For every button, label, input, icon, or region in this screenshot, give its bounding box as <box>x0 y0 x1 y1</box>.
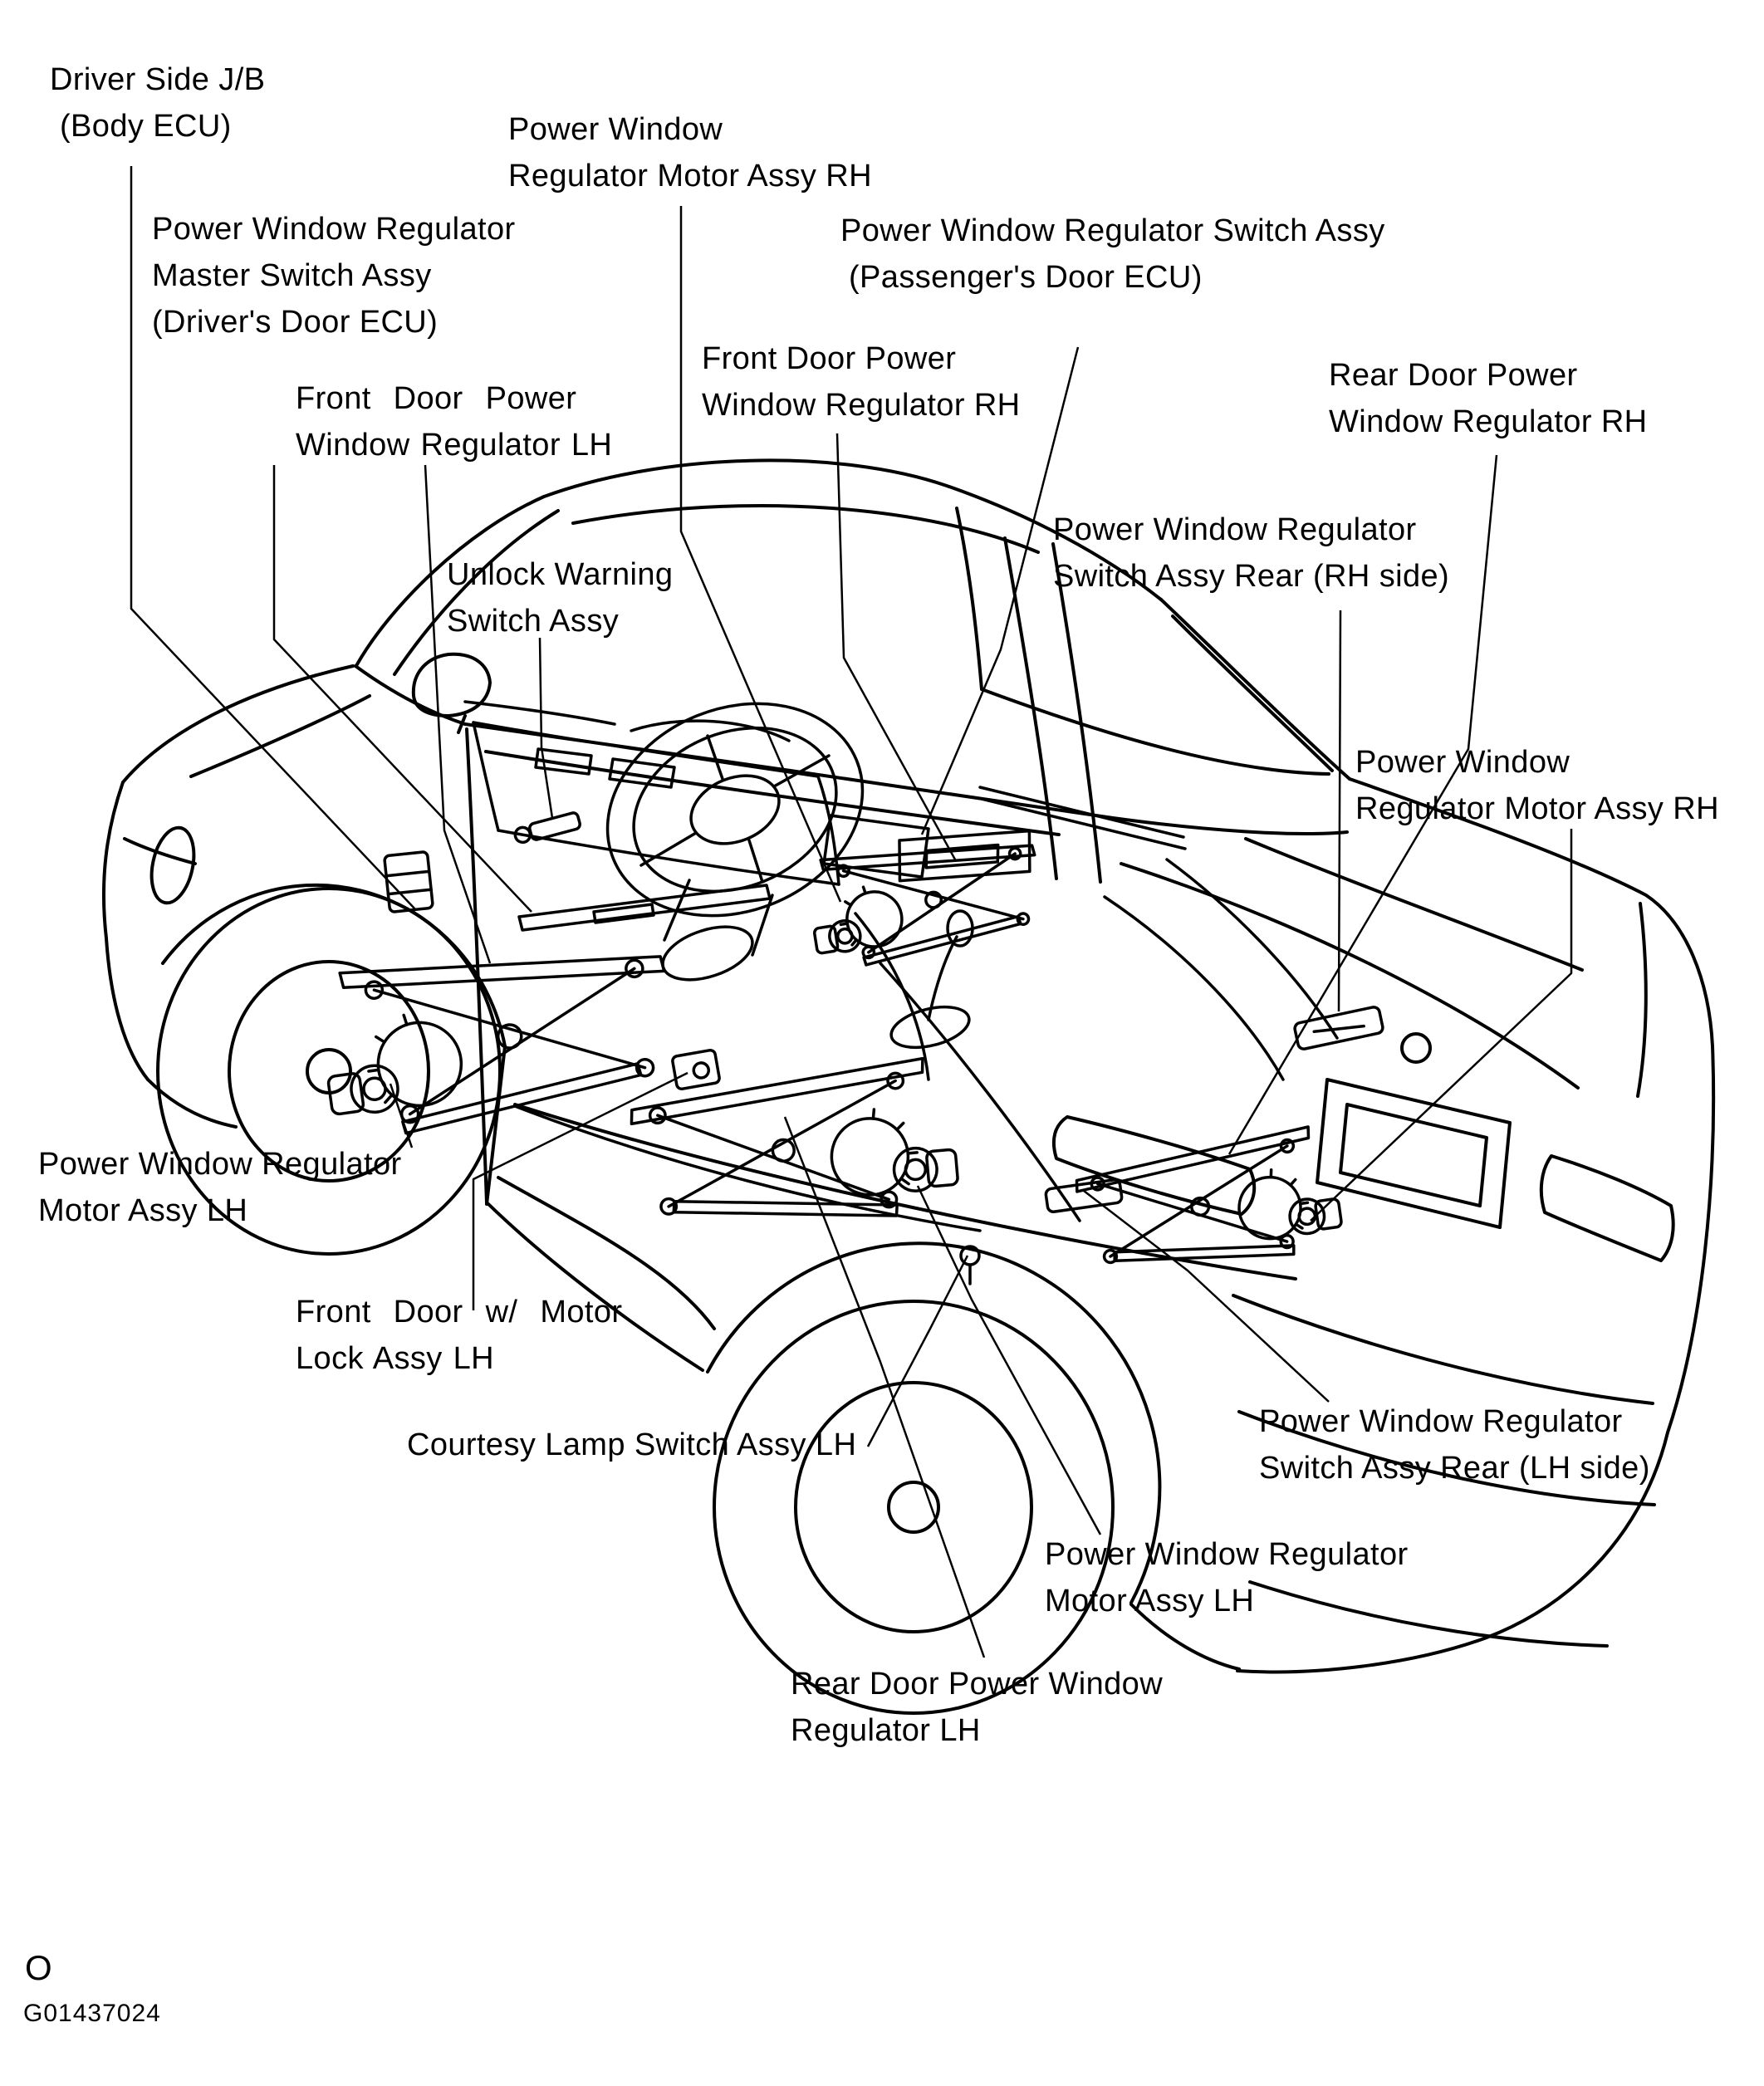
label-rear-door-lh <box>791 1661 1163 1754</box>
license-plate <box>1317 1080 1510 1227</box>
label-line: Front Door w/ Motor <box>296 1295 623 1329</box>
hood-cut-line <box>191 696 370 776</box>
label-line: Power Window Regulator <box>1259 1404 1623 1439</box>
label-line: Switch Assy Rear (LH side) <box>1259 1451 1650 1486</box>
leader-unlock-warning <box>540 638 552 818</box>
rear-switch-rh <box>1294 1006 1384 1050</box>
label-line: Window Regulator RH <box>1329 404 1648 439</box>
label-line: Window Regulator RH <box>702 388 1021 423</box>
tail-light-right <box>1541 1156 1673 1261</box>
label-pw-reg-motor-rh-right <box>1355 739 1719 832</box>
trunk-lid <box>1121 839 1646 1096</box>
label-master-switch <box>152 206 516 345</box>
label-front-door-rh <box>702 335 1021 428</box>
headlight <box>145 824 200 907</box>
label-line: Power Window <box>1355 745 1570 780</box>
label-pw-reg-motor-lh-bottom <box>1045 1531 1409 1624</box>
master-switch-assy <box>519 885 770 930</box>
leader-courtesy-lamp <box>868 1256 968 1447</box>
label-line: Motor Assy LH <box>38 1193 248 1228</box>
label-line: Power Window Regulator <box>1053 512 1417 547</box>
leader-motor-rh-right <box>1311 829 1571 1221</box>
figure-code: G01437024 <box>23 2000 161 2027</box>
label-line: Motor Assy LH <box>1045 1584 1255 1618</box>
label-line: (Passenger's Door ECU) <box>849 260 1203 295</box>
label-switch-rear-lh <box>1259 1398 1650 1491</box>
label-line: Rear Door Power Window <box>791 1667 1164 1702</box>
label-driver-side-jb <box>50 56 265 149</box>
label-line: Power Window <box>508 112 723 147</box>
label-front-door-lh <box>296 375 612 468</box>
label-line: Window Regulator LH <box>296 428 613 463</box>
label-pw-reg-motor-rh-top <box>508 106 872 199</box>
leader-motor-lh-left <box>390 1084 412 1148</box>
trunk-badge <box>1402 1034 1430 1062</box>
label-line: Front Door Power <box>702 341 957 376</box>
label-switch-rear-rh <box>1053 507 1449 600</box>
label-line: Driver Side J/B <box>50 62 266 97</box>
leader-motor-rh-top <box>681 206 840 902</box>
footer-marker: O <box>25 1948 52 1987</box>
label-line: (Body ECU) <box>60 109 232 144</box>
label-courtesy-lamp <box>407 1422 856 1468</box>
label-line: Rear Door Power <box>1329 358 1578 393</box>
label-line: Switch Assy <box>447 604 620 639</box>
label-line: Power Window Regulator <box>1045 1537 1409 1572</box>
label-line: Courtesy Lamp Switch Assy LH <box>407 1427 857 1462</box>
label-line: Regulator Motor Assy RH <box>1355 791 1719 826</box>
label-line: Regulator Motor Assy RH <box>508 159 872 193</box>
label-line: Master Switch Assy <box>152 258 432 293</box>
label-switch-passenger <box>840 208 1385 301</box>
label-pw-reg-motor-lh-left <box>38 1141 402 1234</box>
label-unlock-warning <box>447 551 673 644</box>
label-line: Unlock Warning <box>447 557 674 592</box>
leader-motor-lh-bottom <box>918 1186 1100 1535</box>
rear-wheel <box>714 1301 1113 1713</box>
door-lock-assy <box>672 1050 720 1090</box>
label-rear-door-rh <box>1329 352 1648 445</box>
label-line: Regulator LH <box>791 1713 981 1748</box>
label-line: Lock Assy LH <box>296 1341 495 1376</box>
leader-master-switch <box>274 465 532 912</box>
label-line: Switch Assy Rear (RH side) <box>1053 559 1450 594</box>
window-regulator-front-lh <box>313 928 681 1143</box>
label-front-door-lock <box>296 1289 622 1382</box>
label-line: Power Window Regulator <box>152 212 516 247</box>
label-line: Power Window Regulator Switch Assy <box>840 213 1385 248</box>
label-line: (Driver's Door ECU) <box>152 305 439 340</box>
steering-wheel <box>576 667 894 953</box>
label-line: Power Window Regulator <box>38 1147 402 1182</box>
label-line: Front Door Power <box>296 381 577 416</box>
